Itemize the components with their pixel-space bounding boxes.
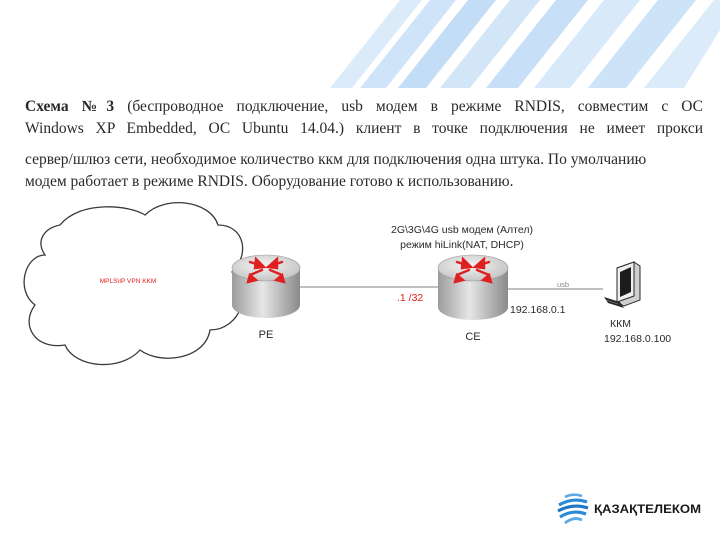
modem-description-line-2: режим hiLink(NAT, DHCP): [400, 239, 524, 251]
description-paragraph-1: [25, 96, 703, 140]
usb-label: usb: [557, 280, 570, 289]
description-line-1: (беспроводное подключение, usb модем в режиме RNDIS, совместим с ОС: [114, 98, 703, 115]
kkm-ip-label: 192.168.0.100: [604, 333, 672, 345]
decorative-stripes: [0, 0, 720, 90]
ce-label: CE: [465, 331, 481, 343]
description-line-3: сервер/шлюз сети, необходимое количество ккм для подключения одна штука. По умолчанию: [25, 151, 647, 168]
cloud-label: MPLS\IP VPN KKM: [99, 278, 157, 285]
pe-router-icon: [232, 255, 300, 318]
kkm-computer-icon: [604, 262, 640, 308]
stripes-group: [330, 0, 720, 88]
description-line-2: Windows XP Embedded, ОС Ubuntu 14.04.) клиент в точке подключения не имеет прокси: [25, 120, 703, 137]
modem-description-line-1: 2G\3G\4G usb модем (Алтел): [391, 224, 533, 236]
scheme-title: Схема №3: [25, 98, 115, 115]
kazakhtelecom-logo: [555, 488, 705, 532]
pe-label: PE: [258, 329, 274, 341]
ce-ip-label: 192.168.0.1: [510, 304, 566, 316]
kkm-label: ККМ: [610, 318, 631, 330]
network-diagram: [0, 180, 720, 540]
link-subnet-label: .1 /32: [397, 292, 424, 304]
globe-logo-icon: [558, 494, 588, 524]
description-line-4: модем работает в режиме RNDIS. Оборудование готово к использованию.: [25, 173, 514, 190]
brand-name: ҚАЗАҚТЕЛЕКОМ: [594, 502, 701, 516]
ce-router-icon: [438, 255, 508, 320]
